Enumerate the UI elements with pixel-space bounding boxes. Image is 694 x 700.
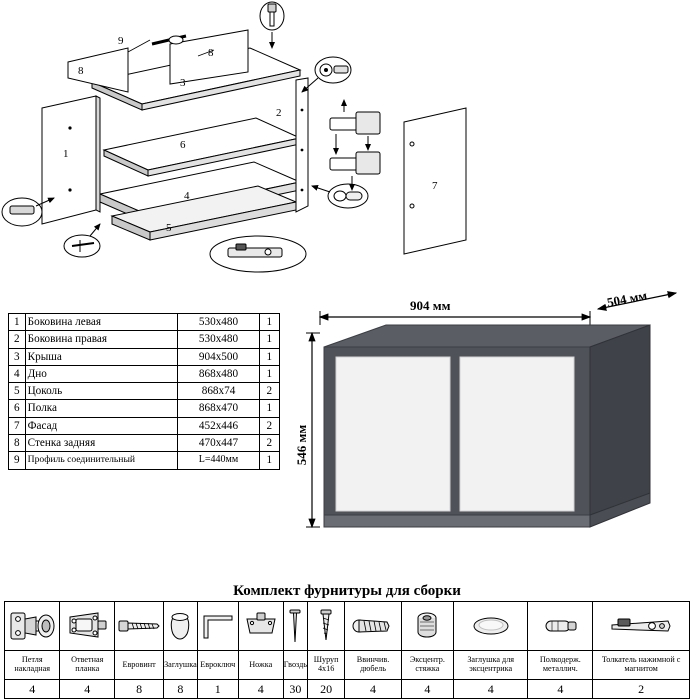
part-name: Цоколь — [25, 383, 178, 400]
euro-key-icon — [198, 608, 238, 644]
part-name: Фасад — [25, 417, 178, 434]
callout-6: 6 — [180, 139, 186, 151]
part-qty: 1 — [259, 365, 279, 382]
part-back-panel-left — [68, 48, 128, 92]
part-number: 9 — [9, 452, 26, 469]
overlay-hinge-icon — [8, 605, 56, 647]
hardware-name: Евровинт — [115, 651, 164, 680]
part-number: 8 — [9, 435, 26, 452]
hardware-cell-screw-dowel — [345, 602, 402, 651]
part-size: 470х447 — [178, 435, 259, 452]
part-qty: 1 — [259, 348, 279, 365]
cam-lock-icon — [413, 608, 441, 644]
hardware-count: 4 — [5, 680, 60, 699]
hardware-cell-nail — [283, 602, 307, 651]
nail-icon — [285, 606, 305, 646]
part-size: 530х480 — [178, 314, 259, 331]
hardware-count: 2 — [593, 680, 690, 699]
hardware-name: Ножка — [238, 651, 283, 680]
table-row — [9, 331, 280, 348]
hardware-count: 4 — [401, 680, 453, 699]
hardware-cell-euroscrew — [115, 602, 164, 651]
hardware-detail-cam — [302, 57, 351, 92]
hardware-kit-table — [4, 601, 690, 699]
cabinet-door-right — [460, 357, 574, 511]
hardware-name: Заглушка — [164, 651, 198, 680]
part-size: 868х74 — [178, 383, 259, 400]
hardware-cell-leg — [238, 602, 283, 651]
cabinet-width-label: 904 мм — [410, 298, 451, 313]
part-name: Боковина правая — [25, 331, 178, 348]
part-size: 452х446 — [178, 417, 259, 434]
leg-icon — [239, 609, 283, 643]
cabinet-height-label: 546 мм — [294, 424, 309, 466]
hardware-count: 1 — [197, 680, 238, 699]
hardware-count: 8 — [164, 680, 198, 699]
table-row — [9, 400, 280, 417]
hardware-count: 30 — [283, 680, 307, 699]
part-side-right — [296, 78, 308, 212]
assembled-cabinet-drawing — [290, 285, 690, 555]
part-qty: 2 — [259, 417, 279, 434]
hardware-count: 4 — [453, 680, 527, 699]
exploded-diagram — [0, 0, 694, 290]
hardware-count: 20 — [308, 680, 345, 699]
part-qty: 2 — [259, 435, 279, 452]
hardware-name: Заглушка для эксцентрика — [453, 651, 527, 680]
hardware-name: Толкатель нажимной с магнитом — [593, 651, 690, 680]
hardware-name: Евроключ — [197, 651, 238, 680]
part-size: 868х480 — [178, 365, 259, 382]
euroscrew-icon — [115, 611, 163, 641]
part-size: 868х470 — [178, 400, 259, 417]
part-qty: 2 — [259, 383, 279, 400]
hardware-count: 4 — [60, 680, 115, 699]
parts-list-body — [9, 314, 280, 470]
table-row — [9, 383, 280, 400]
hardware-name: Петля накладная — [5, 651, 60, 680]
part-number: 3 — [9, 348, 26, 365]
part-size: 530х480 — [178, 331, 259, 348]
part-shelf — [104, 118, 300, 176]
table-row — [9, 417, 280, 434]
callout-2: 2 — [276, 107, 282, 119]
callout-8-right: 8 — [208, 47, 214, 59]
hardware-cell-screw — [308, 602, 345, 651]
callout-7: 7 — [432, 180, 438, 192]
part-number: 2 — [9, 331, 26, 348]
table-row — [9, 348, 280, 365]
hardware-detail-nail — [64, 224, 100, 257]
part-number: 7 — [9, 417, 26, 434]
part-size: L=440мм — [178, 452, 259, 469]
hardware-cell-shelf-support — [528, 602, 593, 651]
callout-9: 9 — [118, 35, 124, 47]
part-name: Профиль соединительный — [25, 452, 178, 469]
hardware-count: 4 — [345, 680, 402, 699]
hardware-name: Ввинчив. дюбель — [345, 651, 402, 680]
parts-list-table — [8, 313, 280, 470]
callout-8-left: 8 — [78, 65, 84, 77]
part-number: 4 — [9, 365, 26, 382]
shelf-support-icon — [540, 613, 580, 639]
hinge-assembly-detail — [330, 100, 380, 190]
hardware-cell-euro-key — [197, 602, 238, 651]
magnetic-catch-icon — [608, 613, 674, 639]
part-number: 5 — [9, 383, 26, 400]
hardware-count: 8 — [115, 680, 164, 699]
hardware-cell-cap — [164, 602, 198, 651]
hardware-name: Гвоздь — [283, 651, 307, 680]
part-name: Полка — [25, 400, 178, 417]
part-qty: 1 — [259, 314, 279, 331]
hardware-name: Полкодерж. металлич. — [528, 651, 593, 680]
callout-1: 1 — [63, 148, 69, 160]
part-number: 6 — [9, 400, 26, 417]
hardware-count: 4 — [238, 680, 283, 699]
hardware-count: 4 — [528, 680, 593, 699]
table-row — [9, 314, 280, 331]
hardware-cell-cam-lock — [401, 602, 453, 651]
part-name: Дно — [25, 365, 178, 382]
part-number: 1 — [9, 314, 26, 331]
cabinet-side-face — [590, 325, 650, 525]
hardware-detail-euroscrew — [260, 2, 284, 48]
hinge-plate-icon — [64, 605, 110, 647]
hardware-name: Шуруп 4х16 — [308, 651, 345, 680]
table-row — [9, 452, 280, 469]
part-qty: 1 — [259, 452, 279, 469]
cabinet-plinth — [324, 515, 590, 527]
hardware-name: Ответная планка — [60, 651, 115, 680]
screw-dowel-icon — [349, 610, 397, 642]
hardware-count-row — [5, 680, 690, 699]
table-row — [9, 365, 280, 382]
part-qty: 1 — [259, 400, 279, 417]
hardware-cell-cam-cap — [453, 602, 527, 651]
hardware-icon-row — [5, 602, 690, 651]
part-size: 904х500 — [178, 348, 259, 365]
part-name: Боковина левая — [25, 314, 178, 331]
part-connector-profile — [152, 36, 186, 44]
cabinet-depth-label: 504 мм — [605, 287, 649, 310]
hardware-cell-hinge-plate — [60, 602, 115, 651]
hardware-cell-magnetic-catch — [593, 602, 690, 651]
table-row — [9, 435, 280, 452]
callout-3: 3 — [180, 77, 186, 89]
hardware-detail-screw-dowel — [312, 184, 368, 208]
cabinet-door-left — [336, 357, 450, 511]
part-qty: 1 — [259, 331, 279, 348]
hardware-name: Эксцентр. стяжка — [401, 651, 453, 680]
hardware-detail-magnetic-catch — [210, 236, 306, 272]
hardware-name-row — [5, 651, 690, 680]
part-side-left — [42, 96, 100, 224]
callout-4: 4 — [184, 190, 190, 202]
cam-cap-icon — [469, 614, 513, 638]
part-name: Крыша — [25, 348, 178, 365]
cap-icon — [164, 609, 196, 643]
hardware-cell-overlay-hinge — [5, 602, 60, 651]
screw-icon — [317, 606, 335, 646]
part-name: Стенка задняя — [25, 435, 178, 452]
hardware-kit-title: Комплект фурнитуры для сборки — [233, 583, 461, 599]
callout-5: 5 — [166, 222, 172, 234]
